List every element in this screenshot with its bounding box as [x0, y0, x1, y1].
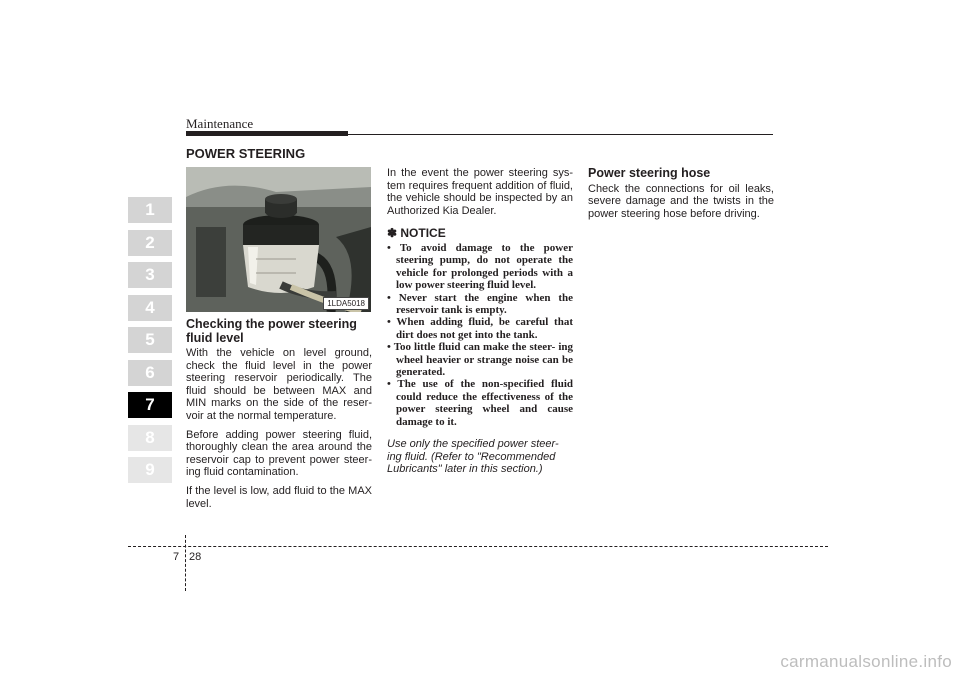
- chapter-tab-6[interactable]: 6: [128, 360, 172, 386]
- footer-chapter-number: 7: [173, 551, 180, 563]
- page-title: POWER STEERING: [186, 146, 306, 161]
- specified-fluid-note: Use only the specified power steer- ing fluid. (Refer to "Recommended Lubricants" later in this section.): [387, 438, 559, 476]
- header-rule-thin: [348, 134, 773, 135]
- fluid-level-paragraph-2: Before adding power steering fluid, thoroughly clean the area around the reservoir cap to prevent power steer- ing fluid contamination.: [186, 428, 372, 479]
- notice-list: [387, 242, 573, 428]
- chapter-tab-4[interactable]: 4: [128, 295, 172, 321]
- notice-title: ✽ NOTICE: [387, 226, 446, 241]
- fluid-level-paragraph-3: If the level is low, add fluid to the MAX level.: [186, 484, 372, 510]
- fluid-level-paragraph-1: With the vehicle on level ground, check the fluid level in the power steering reservoir periodically. The fluid should be between MAX and MIN marks on the side of the reser- voir at the normal temperature.: [186, 347, 372, 422]
- notice-item: • To avoid damage to the power steering pump, do not operate the vehicle for prolonged periods with a low power steering fluid level.: [387, 242, 573, 292]
- notice-item: • Never start the engine when the reservoir tank is empty.: [387, 292, 573, 317]
- footer-divider: [185, 535, 186, 591]
- column-1: [186, 318, 372, 516]
- fluid-level-heading: Checking the power steering fluid level: [186, 317, 357, 345]
- chapter-tab-1[interactable]: 1: [128, 197, 172, 223]
- chapter-tab-9[interactable]: 9: [128, 457, 172, 483]
- header-section-title: Maintenance: [186, 116, 254, 131]
- chapter-tab-7[interactable]: 7: [128, 392, 172, 418]
- watermark: carmanualsonline.info: [780, 652, 952, 671]
- header-rule-thick: [186, 131, 348, 136]
- column-3: [588, 167, 774, 226]
- column-2: [387, 167, 573, 482]
- chapter-tabs: [128, 197, 172, 490]
- hose-paragraph: Check the connections for oil leaks, severe damage and the twists in the power steering hose before driving.: [588, 182, 774, 220]
- notice-item: • Too little fluid can make the steer- ing wheel heavier or strange noise can be generated.: [387, 341, 573, 378]
- reservoir-photo: [186, 167, 371, 312]
- photo-caption: 1LDA5018: [323, 297, 369, 310]
- hose-heading: Power steering hose: [588, 166, 711, 180]
- footer-page-number: 28: [189, 551, 202, 563]
- inspection-paragraph: In the event the power steering sys- tem requires frequent addition of fluid, the vehicle should be inspected by an Authorized Kia Dealer.: [387, 167, 573, 217]
- chapter-tab-2[interactable]: 2: [128, 230, 172, 256]
- notice-item: • When adding fluid, be careful that dirt does not get into the tank.: [387, 316, 573, 341]
- chapter-tab-5[interactable]: 5: [128, 327, 172, 353]
- chapter-tab-8[interactable]: 8: [128, 425, 172, 451]
- chapter-tab-3[interactable]: 3: [128, 262, 172, 288]
- footer-rule: [128, 546, 828, 547]
- notice-item: • The use of the non-specified fluid could reduce the effectiveness of the power steering wheel and cause damage to it.: [387, 378, 573, 428]
- reservoir-illustration: [186, 167, 371, 312]
